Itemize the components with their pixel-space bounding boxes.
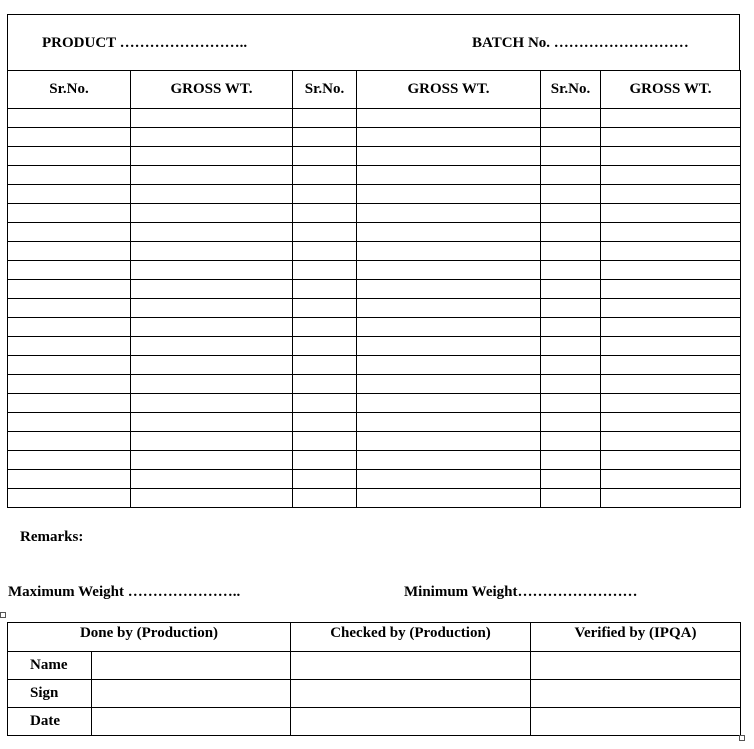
table-cell[interactable] — [357, 318, 541, 337]
table-cell[interactable] — [293, 470, 357, 489]
gross-wt-header-1: GROSS WT. — [131, 71, 293, 109]
table-cell[interactable] — [601, 489, 741, 508]
table-cell[interactable] — [131, 261, 293, 280]
name-done-cell[interactable] — [92, 652, 291, 680]
date-done-cell[interactable] — [92, 708, 291, 736]
table-cell[interactable] — [8, 489, 131, 508]
table-cell[interactable] — [601, 280, 741, 299]
table-cell[interactable] — [541, 109, 601, 128]
table-cell[interactable] — [357, 451, 541, 470]
table-cell[interactable] — [357, 394, 541, 413]
date-verified-cell[interactable] — [531, 708, 741, 736]
signoff-table — [7, 622, 741, 736]
table-cell[interactable] — [293, 223, 357, 242]
table-cell[interactable] — [357, 413, 541, 432]
table-cell[interactable] — [601, 109, 741, 128]
table-cell[interactable] — [131, 356, 293, 375]
table-cell[interactable] — [293, 299, 357, 318]
table-cell[interactable] — [131, 280, 293, 299]
table-cell[interactable] — [541, 337, 601, 356]
table-cell[interactable] — [541, 128, 601, 147]
table-cell[interactable] — [601, 337, 741, 356]
table-cell[interactable] — [293, 432, 357, 451]
table-cell[interactable] — [293, 242, 357, 261]
table-cell[interactable] — [357, 337, 541, 356]
table-cell[interactable] — [601, 318, 741, 337]
table-cell[interactable] — [601, 147, 741, 166]
table-cell[interactable] — [357, 185, 541, 204]
table-cell[interactable] — [131, 109, 293, 128]
table-cell[interactable] — [357, 299, 541, 318]
table-cell[interactable] — [8, 394, 131, 413]
table-cell[interactable] — [541, 375, 601, 394]
table-cell[interactable] — [357, 128, 541, 147]
table-row — [8, 394, 741, 413]
table-row — [8, 204, 741, 223]
checked-by-header: Checked by (Production) — [291, 623, 531, 652]
date-checked-cell[interactable] — [291, 708, 531, 736]
table-cell[interactable] — [601, 185, 741, 204]
table-cell[interactable] — [357, 242, 541, 261]
table-cell[interactable] — [541, 470, 601, 489]
sign-verified-cell[interactable] — [531, 680, 741, 708]
table-row — [8, 356, 741, 375]
signoff-row-sign — [8, 680, 741, 708]
table-cell[interactable] — [357, 109, 541, 128]
table-cell[interactable] — [541, 147, 601, 166]
table-row — [8, 261, 741, 280]
gross-weight-table — [7, 70, 741, 508]
table-row — [8, 299, 741, 318]
table-cell[interactable] — [293, 337, 357, 356]
table-cell[interactable] — [601, 375, 741, 394]
table-row — [8, 337, 741, 356]
table-cell[interactable] — [8, 451, 131, 470]
signoff-header-row — [8, 623, 741, 652]
table-cell[interactable] — [357, 223, 541, 242]
table-cell[interactable] — [541, 242, 601, 261]
table-cell[interactable] — [8, 109, 131, 128]
table-cell[interactable] — [131, 147, 293, 166]
gross-wt-header-3: GROSS WT. — [601, 71, 741, 109]
table-move-handle-icon[interactable] — [0, 612, 6, 618]
product-field-label[interactable]: PRODUCT …………………….. — [42, 35, 248, 51]
table-cell[interactable] — [541, 299, 601, 318]
weight-table-body — [8, 109, 741, 508]
table-cell[interactable] — [8, 280, 131, 299]
table-cell[interactable] — [541, 204, 601, 223]
table-cell[interactable] — [8, 261, 131, 280]
table-cell[interactable] — [8, 356, 131, 375]
table-cell[interactable] — [131, 470, 293, 489]
sign-checked-cell[interactable] — [291, 680, 531, 708]
table-cell[interactable] — [293, 356, 357, 375]
minimum-weight-label[interactable]: Minimum Weight…………………… — [404, 584, 638, 600]
table-cell[interactable] — [131, 128, 293, 147]
table-row — [8, 185, 741, 204]
table-cell[interactable] — [8, 470, 131, 489]
table-cell[interactable] — [131, 413, 293, 432]
table-cell[interactable] — [8, 223, 131, 242]
table-cell[interactable] — [293, 166, 357, 185]
gross-wt-header-2: GROSS WT. — [357, 71, 541, 109]
table-cell[interactable] — [131, 223, 293, 242]
table-cell[interactable] — [541, 166, 601, 185]
maximum-weight-label[interactable]: Maximum Weight ………………….. — [8, 584, 241, 600]
table-cell[interactable] — [8, 128, 131, 147]
table-header-row — [8, 71, 741, 109]
table-cell[interactable] — [293, 109, 357, 128]
table-cell[interactable] — [357, 204, 541, 223]
table-cell[interactable] — [293, 451, 357, 470]
table-cell[interactable] — [541, 451, 601, 470]
table-cell[interactable] — [541, 432, 601, 451]
batch-no-field-label[interactable]: BATCH No. ……………………… — [472, 35, 689, 51]
table-cell[interactable] — [8, 185, 131, 204]
table-cell[interactable] — [293, 128, 357, 147]
table-cell[interactable] — [293, 280, 357, 299]
table-cell[interactable] — [601, 432, 741, 451]
name-verified-cell[interactable] — [531, 652, 741, 680]
table-cell[interactable] — [8, 432, 131, 451]
table-cell[interactable] — [8, 166, 131, 185]
sign-row-label: Sign — [8, 680, 92, 708]
table-cell[interactable] — [601, 470, 741, 489]
table-cell[interactable] — [293, 489, 357, 508]
table-cell[interactable] — [601, 166, 741, 185]
table-cell[interactable] — [8, 242, 131, 261]
table-cell[interactable] — [131, 242, 293, 261]
table-resize-handle-icon[interactable] — [739, 735, 745, 741]
table-row — [8, 242, 741, 261]
table-cell[interactable] — [601, 261, 741, 280]
table-row — [8, 451, 741, 470]
table-cell[interactable] — [541, 394, 601, 413]
table-cell[interactable] — [357, 280, 541, 299]
table-cell[interactable] — [357, 470, 541, 489]
table-row — [8, 375, 741, 394]
name-checked-cell[interactable] — [291, 652, 531, 680]
table-cell[interactable] — [8, 337, 131, 356]
table-cell[interactable] — [131, 337, 293, 356]
table-cell[interactable] — [8, 299, 131, 318]
table-cell[interactable] — [601, 451, 741, 470]
sr-no-header-2: Sr.No. — [293, 71, 357, 109]
done-by-header: Done by (Production) — [8, 623, 291, 652]
sign-done-cell[interactable] — [92, 680, 291, 708]
table-cell[interactable] — [131, 185, 293, 204]
table-cell[interactable] — [541, 280, 601, 299]
form-header-box — [7, 14, 740, 70]
table-cell[interactable] — [357, 356, 541, 375]
table-cell[interactable] — [601, 128, 741, 147]
table-cell[interactable] — [541, 413, 601, 432]
table-cell[interactable] — [8, 204, 131, 223]
table-cell[interactable] — [8, 413, 131, 432]
table-cell[interactable] — [131, 432, 293, 451]
signoff-row-date — [8, 708, 741, 736]
table-cell[interactable] — [131, 204, 293, 223]
table-cell[interactable] — [8, 147, 131, 166]
table-row — [8, 147, 741, 166]
table-row — [8, 223, 741, 242]
table-cell[interactable] — [601, 204, 741, 223]
table-row — [8, 280, 741, 299]
table-cell[interactable] — [293, 185, 357, 204]
table-cell[interactable] — [131, 299, 293, 318]
table-cell[interactable] — [357, 489, 541, 508]
remarks-label: Remarks: — [20, 529, 84, 545]
table-row — [8, 318, 741, 337]
table-cell[interactable] — [293, 413, 357, 432]
verified-by-header: Verified by (IPQA) — [531, 623, 741, 652]
table-cell[interactable] — [601, 394, 741, 413]
table-cell[interactable] — [541, 489, 601, 508]
sr-no-header-1: Sr.No. — [8, 71, 131, 109]
table-cell[interactable] — [293, 147, 357, 166]
table-cell[interactable] — [131, 375, 293, 394]
table-cell[interactable] — [293, 261, 357, 280]
table-cell[interactable] — [601, 356, 741, 375]
table-cell[interactable] — [293, 204, 357, 223]
table-cell[interactable] — [293, 318, 357, 337]
table-cell[interactable] — [293, 394, 357, 413]
table-cell[interactable] — [357, 166, 541, 185]
name-row-label: Name — [8, 652, 92, 680]
table-cell[interactable] — [357, 261, 541, 280]
table-cell[interactable] — [601, 242, 741, 261]
table-cell[interactable] — [541, 185, 601, 204]
table-cell[interactable] — [131, 318, 293, 337]
table-row — [8, 489, 741, 508]
date-row-label: Date — [8, 708, 92, 736]
table-cell[interactable] — [601, 223, 741, 242]
table-cell[interactable] — [541, 223, 601, 242]
table-cell[interactable] — [541, 356, 601, 375]
table-cell[interactable] — [541, 318, 601, 337]
table-cell[interactable] — [357, 375, 541, 394]
table-cell[interactable] — [131, 489, 293, 508]
table-row — [8, 166, 741, 185]
table-cell[interactable] — [131, 394, 293, 413]
signoff-row-name — [8, 652, 741, 680]
table-cell[interactable] — [357, 432, 541, 451]
table-cell[interactable] — [601, 299, 741, 318]
table-row — [8, 470, 741, 489]
table-cell[interactable] — [357, 147, 541, 166]
table-row — [8, 432, 741, 451]
table-row — [8, 413, 741, 432]
table-cell[interactable] — [131, 451, 293, 470]
table-row — [8, 128, 741, 147]
table-cell[interactable] — [293, 375, 357, 394]
table-cell[interactable] — [541, 261, 601, 280]
table-row — [8, 109, 741, 128]
sr-no-header-3: Sr.No. — [541, 71, 601, 109]
table-cell[interactable] — [8, 375, 131, 394]
table-cell[interactable] — [131, 166, 293, 185]
table-cell[interactable] — [8, 318, 131, 337]
table-cell[interactable] — [601, 413, 741, 432]
